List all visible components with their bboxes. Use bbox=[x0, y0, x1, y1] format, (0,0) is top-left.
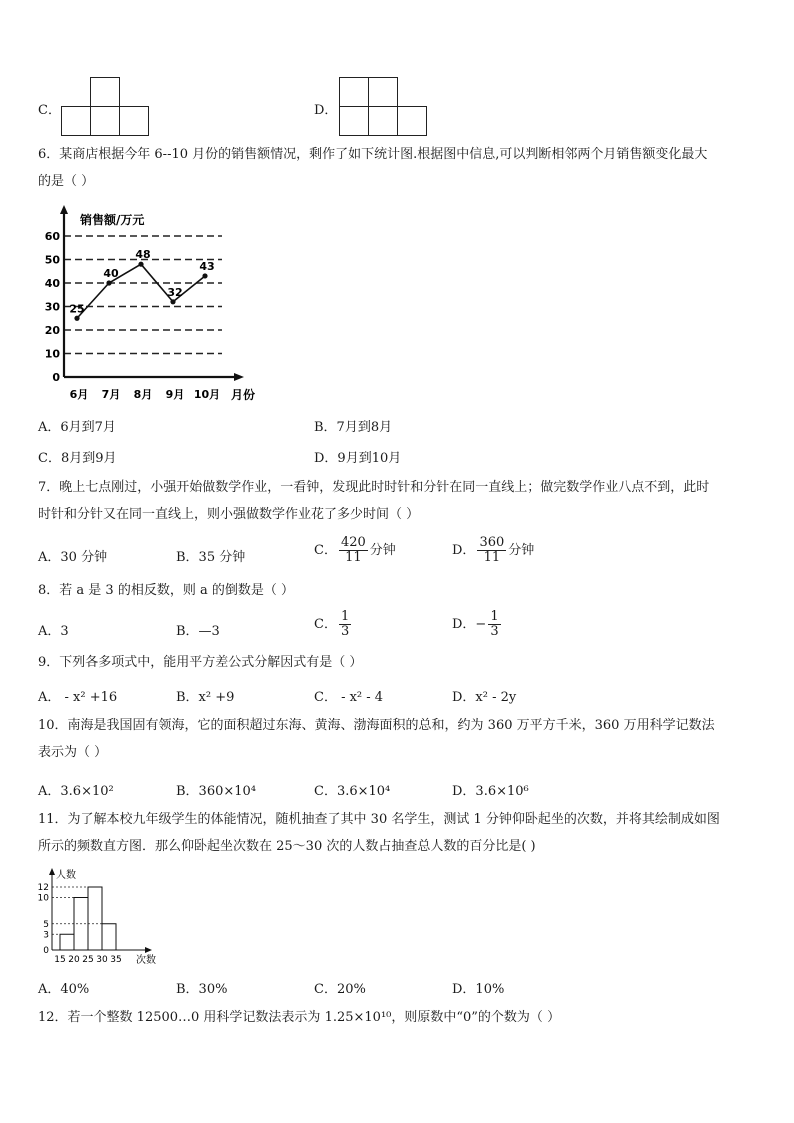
q6-stem-line1: 6．某商店根据今年 6--10 月份的销售额情况，剩作了如下统计图.根据图中信息,可以判断相邻两个月销售额变化最大 bbox=[38, 147, 708, 162]
histogram-bar bbox=[60, 934, 74, 950]
sales-line-chart bbox=[38, 200, 298, 406]
data-point bbox=[74, 316, 79, 321]
data-label: 40 bbox=[103, 267, 119, 280]
q7-option-c-fraction bbox=[339, 536, 368, 565]
x-tick-label: 35 bbox=[110, 955, 122, 965]
y-tick-label: 60 bbox=[44, 230, 60, 243]
y-tick-label: 40 bbox=[44, 277, 60, 290]
q7-option-d-unit: 分钟 bbox=[508, 543, 535, 558]
data-point bbox=[106, 280, 111, 285]
histogram-bar bbox=[102, 924, 116, 950]
y-tick-label: 10 bbox=[37, 893, 49, 904]
x-tick-label: 7月 bbox=[101, 388, 121, 401]
q11-option-a[interactable]: A．40% bbox=[38, 982, 90, 997]
y-tick-label: 5 bbox=[43, 919, 49, 930]
q10-stem-line2: 表示为（ ） bbox=[38, 745, 108, 760]
data-label: 43 bbox=[199, 259, 215, 273]
q6-stem-line2: 的是（ ） bbox=[38, 174, 95, 189]
q10-option-c[interactable]: C．3.6×10⁴ bbox=[314, 784, 391, 799]
x-axis-title: 月份 bbox=[231, 388, 256, 402]
data-point bbox=[202, 273, 207, 278]
q6-stem bbox=[38, 141, 758, 195]
q6-option-d[interactable]: D．9月到10月 bbox=[314, 451, 402, 466]
q10-option-d[interactable]: D．3.6×10⁶ bbox=[452, 784, 529, 799]
y-axis-arrow bbox=[49, 868, 55, 875]
q7-option-c-label: C． bbox=[314, 543, 337, 558]
q10-stem-line1: 10．南海是我国固有领海，它的面积超过东海、黄海、渤海面积的总和，约为 360 万平方千米，360 万用科学记数法 bbox=[38, 718, 715, 733]
q8-option-c[interactable] bbox=[314, 610, 353, 639]
x-tick-label: 15 bbox=[54, 955, 66, 965]
q6-option-c[interactable]: C．8月到9月 bbox=[38, 451, 117, 466]
x-tick-label: 20 bbox=[68, 955, 80, 965]
x-tick-label: 9月 bbox=[165, 388, 185, 401]
data-label: 32 bbox=[167, 285, 183, 299]
q8-option-d-fraction bbox=[488, 610, 500, 639]
fraction-denominator: 11 bbox=[483, 550, 501, 565]
q12-stem: 12．若一个整数 12500…0 用科学记数法表示为 1.25×10¹⁰，则原数中“0”的个数为（ ） bbox=[38, 1010, 561, 1025]
data-point bbox=[170, 299, 175, 304]
x-tick-label: 10月 bbox=[193, 388, 221, 401]
x-axis-arrow bbox=[145, 947, 152, 953]
q8-option-a[interactable]: A．3 bbox=[38, 624, 69, 639]
q8-option-c-fraction bbox=[339, 610, 351, 639]
q8-option-b[interactable]: B．—3 bbox=[176, 624, 220, 639]
histogram-bar bbox=[88, 887, 102, 950]
q7-option-b[interactable]: B．35 分钟 bbox=[176, 550, 246, 565]
data-point bbox=[138, 262, 143, 267]
q11-stem bbox=[38, 806, 758, 860]
y-axis-title: 销售额/万元 bbox=[80, 213, 145, 227]
x-tick-label: 30 bbox=[96, 955, 108, 965]
q8-option-d-label: D．− bbox=[452, 617, 487, 632]
fraction-numerator: 360 bbox=[479, 535, 505, 550]
series-line bbox=[77, 264, 205, 318]
q10-option-a[interactable]: A．3.6×10² bbox=[38, 784, 114, 799]
x-axis-arrow bbox=[234, 373, 244, 381]
fraction-numerator: 1 bbox=[340, 609, 350, 624]
x-axis-title: 次数 bbox=[136, 955, 156, 966]
fraction-denominator: 3 bbox=[340, 624, 350, 639]
situp-histogram bbox=[30, 866, 170, 970]
q7-option-a[interactable]: A．30 分钟 bbox=[38, 550, 108, 565]
q7-option-c-unit: 分钟 bbox=[369, 543, 396, 558]
q7-option-d-fraction bbox=[477, 536, 506, 565]
q7-stem bbox=[38, 474, 758, 528]
q11-option-b[interactable]: B．30% bbox=[176, 982, 228, 997]
y-tick-label: 20 bbox=[44, 324, 60, 337]
y-tick-label: 50 bbox=[44, 253, 60, 267]
q11-option-c[interactable]: C．20% bbox=[314, 982, 366, 997]
data-label: 48 bbox=[135, 248, 151, 262]
fraction-denominator: 11 bbox=[345, 550, 362, 565]
q7-option-c[interactable] bbox=[314, 536, 396, 565]
fraction-denominator: 3 bbox=[490, 624, 499, 639]
x-tick-label: 6月 bbox=[69, 388, 89, 401]
fraction-numerator: 1 bbox=[490, 609, 499, 624]
q8-option-c-label: C． bbox=[314, 617, 337, 632]
y-axis-title: 人数 bbox=[56, 870, 76, 881]
y-tick-label: 12 bbox=[37, 883, 49, 893]
q11-option-d[interactable]: D．10% bbox=[452, 982, 505, 997]
fraction-numerator: 420 bbox=[340, 535, 366, 550]
y-tick-label: 0 bbox=[52, 371, 60, 384]
q7-stem-line1: 7．晚上七点刚过，小强开始做数学作业，一看钟，发现此时时针和分针在同一直线上；做完数学作业八点不到，此时 bbox=[38, 480, 710, 495]
q8-option-d[interactable] bbox=[452, 610, 503, 639]
q9-option-a[interactable]: A． - x² +16 bbox=[38, 690, 118, 705]
q10-option-b[interactable]: B．360×10⁴ bbox=[176, 784, 257, 799]
q8-stem: 8．若 a 是 3 的相反数，则 a 的倒数是（ ） bbox=[38, 583, 294, 598]
q6-option-b[interactable]: B．7月到8月 bbox=[314, 420, 393, 435]
q11-stem-line2: 所示的频数直方图．那么仰卧起坐次数在 25～30 次的人数占抽查总人数的百分比是( ) bbox=[38, 839, 536, 854]
q7-stem-line2: 时针和分针又在同一直线上，则小强做数学作业花了多少时间（ ） bbox=[38, 507, 420, 522]
y-tick-label: 3 bbox=[43, 930, 49, 941]
q6-option-a[interactable]: A．6月到7月 bbox=[38, 420, 116, 435]
q9-option-b[interactable]: B．x² +9 bbox=[176, 690, 235, 705]
y-tick-label: 10 bbox=[44, 347, 60, 361]
q9-stem: 9．下列各多项式中，能用平方差公式分解因式有是（ ） bbox=[38, 655, 363, 670]
y-axis-arrow bbox=[60, 205, 68, 214]
q9-option-d[interactable]: D．x² - 2y bbox=[452, 690, 517, 705]
q9-option-c[interactable]: C． - x² - 4 bbox=[314, 690, 384, 705]
q11-stem-line1: 11．为了解本校九年级学生的体能情况，随机抽查了其中 30 名学生，测试 1 分钟仰卧起坐的次数，并将其绘制成如图 bbox=[38, 812, 720, 827]
q5-option-c-label: C． bbox=[38, 103, 61, 118]
y-tick-label: 0 bbox=[43, 946, 49, 956]
q7-option-d[interactable] bbox=[452, 536, 534, 565]
q10-stem bbox=[38, 712, 758, 766]
q7-option-d-label: D． bbox=[452, 543, 476, 558]
x-tick-label: 8月 bbox=[133, 388, 153, 401]
x-tick-label: 25 bbox=[82, 955, 94, 965]
y-tick-label: 30 bbox=[44, 300, 60, 314]
q5-option-d-label: D． bbox=[314, 103, 338, 118]
data-label: 25 bbox=[69, 302, 85, 316]
